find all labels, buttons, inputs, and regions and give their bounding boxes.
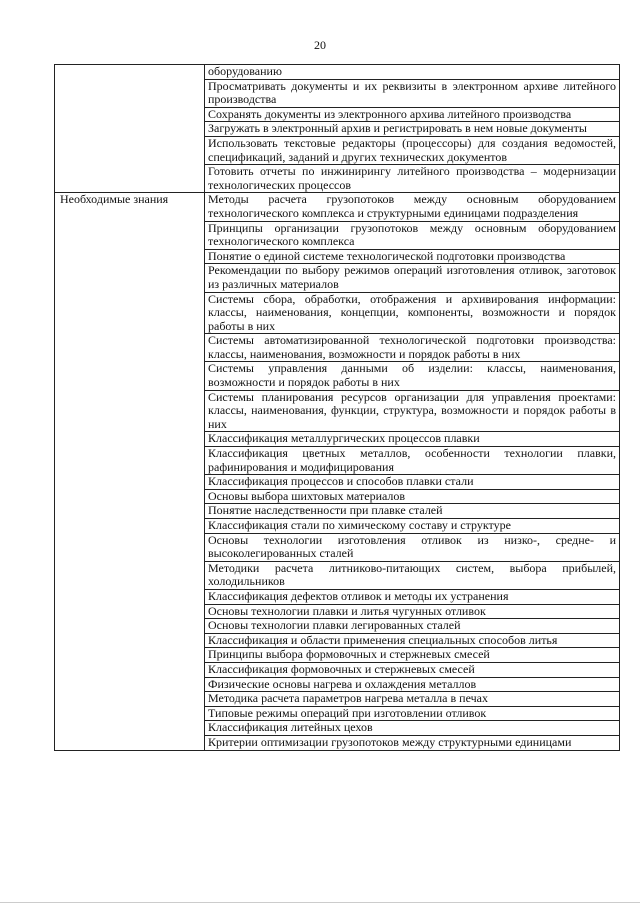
page-number: 20: [314, 38, 326, 52]
knowledge-item: Типовые режимы операций при изготовлении отливок: [205, 706, 620, 721]
knowledge-item: Принципы организации грузопотоков между основным оборудованием технологического комплекса: [205, 221, 620, 249]
page-edge-divider: [0, 902, 640, 903]
knowledge-item: Методика расчета параметров нагрева металла в печах: [205, 692, 620, 707]
knowledge-item: Основы технологии плавки и литья чугунных отливок: [205, 604, 620, 619]
knowledge-item: Классификация формовочных и стержневых смесей: [205, 662, 620, 677]
knowledge-item: Рекомендации по выбору режимов операций изготовления отливок, заготовок из различных материалов: [205, 264, 620, 292]
skill-item: оборудованию: [205, 65, 620, 80]
skill-item: Использовать текстовые редакторы (процессоры) для создания ведомостей, спецификаций, заданий и других технических документов: [205, 136, 620, 164]
knowledge-item: Системы сбора, обработки, отображения и архивирования информации: классы, наименования, концепции, компоненты, возможности и порядок работы в них: [205, 292, 620, 334]
knowledge-item: Физические основы нагрева и охлаждения металлов: [205, 677, 620, 692]
skills-label-cell: [55, 65, 205, 193]
knowledge-item: Классификация цветных металлов, особенности технологии плавки, рафинирования и модифицирования: [205, 447, 620, 475]
knowledge-item: Классификация литейных цехов: [205, 721, 620, 736]
table-row: [55, 65, 620, 80]
competency-table: [54, 64, 620, 751]
knowledge-item: Основы выбора шихтовых материалов: [205, 489, 620, 504]
knowledge-item: Критерии оптимизации грузопотоков между структурными единицами: [205, 735, 620, 750]
knowledge-item: Классификация металлургических процессов плавки: [205, 432, 620, 447]
knowledge-item: Системы планирования ресурсов организации для управления проектами: классы, наименования, функции, структура, возможности и порядок работы в них: [205, 390, 620, 432]
skill-item: Просматривать документы и их реквизиты в электронном архиве литейного производства: [205, 79, 620, 107]
knowledge-item: Понятие наследственности при плавке сталей: [205, 504, 620, 519]
table-row: [55, 193, 620, 221]
knowledge-item: Принципы выбора формовочных и стержневых смесей: [205, 648, 620, 663]
knowledge-item: Классификация дефектов отливок и методы их устранения: [205, 589, 620, 604]
knowledge-item: Основы технологии изготовления отливок из низко-, средне- и высоколегированных сталей: [205, 533, 620, 561]
knowledge-label-cell: Необходимые знания: [55, 193, 205, 750]
knowledge-item: Классификация процессов и способов плавки стали: [205, 475, 620, 490]
knowledge-item: Основы технологии плавки легированных сталей: [205, 619, 620, 634]
knowledge-item: Системы управления данными об изделии: классы, наименования, возможности и порядок работы в них: [205, 362, 620, 390]
knowledge-item: Классификация и области применения специальных способов литья: [205, 633, 620, 648]
skill-item: Загружать в электронный архив и регистрировать в нем новые документы: [205, 122, 620, 137]
skill-item: Сохранять документы из электронного архива литейного производства: [205, 107, 620, 122]
knowledge-item: Методики расчета литниково-питающих систем, выбора прибылей, холодильников: [205, 561, 620, 589]
skill-item: Готовить отчеты по инжинирингу литейного производства – модернизации технологических процессов: [205, 165, 620, 193]
knowledge-item: Классификация стали по химическому составу и структуре: [205, 519, 620, 534]
knowledge-item: Системы автоматизированной технологической подготовки производства: классы, наименования, возможности и порядок работы в них: [205, 334, 620, 362]
knowledge-item: Методы расчета грузопотоков между основным оборудованием технологического комплекса и структурными единицами подразделения: [205, 193, 620, 221]
knowledge-item: Понятие о единой системе технологической подготовки производства: [205, 249, 620, 264]
